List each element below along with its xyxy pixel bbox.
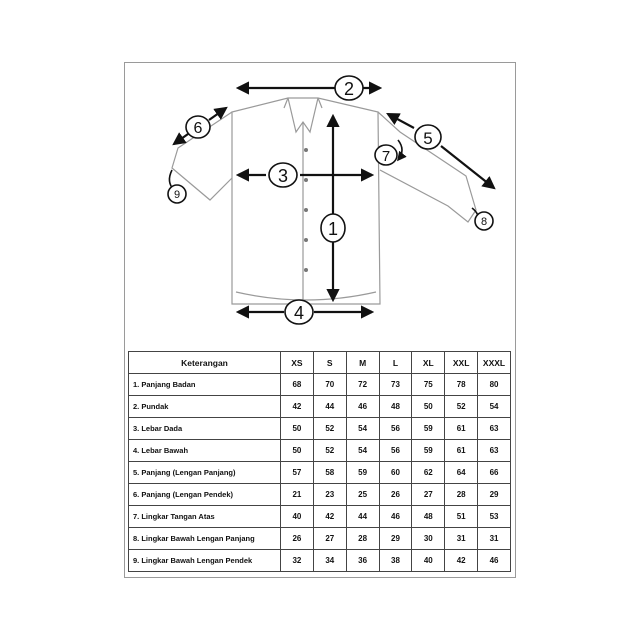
size-value: 34 [313,550,346,572]
size-value: 21 [281,484,314,506]
size-value: 54 [478,396,511,418]
size-value: 29 [379,528,412,550]
size-value: 27 [412,484,445,506]
callout-1: 1 [327,219,339,239]
header-l: L [379,352,412,374]
header-xs: XS [281,352,314,374]
row-label: 1. Panjang Badan [129,374,281,396]
size-value: 60 [379,462,412,484]
size-value: 51 [445,506,478,528]
size-value: 42 [313,506,346,528]
size-value: 63 [478,440,511,462]
size-value: 46 [379,506,412,528]
size-value: 52 [445,396,478,418]
size-value: 31 [478,528,511,550]
size-value: 40 [412,550,445,572]
row-label: 9. Lingkar Bawah Lengan Pendek [129,550,281,572]
size-value: 59 [346,462,379,484]
size-value: 57 [281,462,314,484]
size-value: 58 [313,462,346,484]
size-value: 25 [346,484,379,506]
size-value: 78 [445,374,478,396]
size-value: 42 [445,550,478,572]
size-value: 56 [379,418,412,440]
size-value: 62 [412,462,445,484]
size-value: 52 [313,418,346,440]
header-xl: XL [412,352,445,374]
row-label: 5. Panjang (Lengan Panjang) [129,462,281,484]
size-value: 61 [445,418,478,440]
callout-5: 5 [423,129,433,148]
callout-2: 2 [343,79,355,99]
size-value: 42 [281,396,314,418]
size-value: 48 [379,396,412,418]
callout-6: 6 [193,120,203,137]
size-value: 48 [412,506,445,528]
size-value: 63 [478,418,511,440]
callout-7: 7 [381,148,391,165]
row-label: 3. Lebar Dada [129,418,281,440]
table-row [129,418,511,440]
row-label: 4. Lebar Bawah [129,440,281,462]
header-xxl: XXL [445,352,478,374]
size-value: 29 [478,484,511,506]
size-value: 40 [281,506,314,528]
size-value: 28 [346,528,379,550]
table-row [129,528,511,550]
table-row [129,550,511,572]
size-value: 31 [445,528,478,550]
table-row [129,440,511,462]
row-label: 7. Lingkar Tangan Atas [129,506,281,528]
size-value: 54 [346,440,379,462]
header-s: S [313,352,346,374]
size-value: 26 [281,528,314,550]
size-value: 61 [445,440,478,462]
size-value: 38 [379,550,412,572]
table-row [129,506,511,528]
table-row [129,484,511,506]
size-value: 50 [412,396,445,418]
size-table [128,351,511,572]
size-value: 50 [281,440,314,462]
shirt-buttons [304,148,308,272]
table-row [129,396,511,418]
size-value: 30 [412,528,445,550]
size-value: 59 [412,418,445,440]
size-value: 73 [379,374,412,396]
size-value: 75 [412,374,445,396]
size-value: 66 [478,462,511,484]
size-value: 44 [346,506,379,528]
size-value: 64 [445,462,478,484]
callout-9: 9 [173,189,181,201]
size-value: 80 [478,374,511,396]
size-value: 50 [281,418,314,440]
header-m: M [346,352,379,374]
size-value: 44 [313,396,346,418]
header-xxxl: XXXL [478,352,511,374]
size-value: 68 [281,374,314,396]
table-header-row [129,352,511,374]
size-value: 23 [313,484,346,506]
table-row [129,374,511,396]
row-label: 8. Lingkar Bawah Lengan Panjang [129,528,281,550]
table-row [129,462,511,484]
size-value: 46 [346,396,379,418]
size-value: 32 [281,550,314,572]
callout-8: 8 [480,216,488,228]
size-value: 53 [478,506,511,528]
row-label: 6. Panjang (Lengan Pendek) [129,484,281,506]
size-value: 52 [313,440,346,462]
size-value: 46 [478,550,511,572]
size-value: 70 [313,374,346,396]
row-label: 2. Pundak [129,396,281,418]
size-value: 59 [412,440,445,462]
size-value: 54 [346,418,379,440]
size-value: 56 [379,440,412,462]
callout-4: 4 [293,303,305,323]
size-value: 28 [445,484,478,506]
header-keterangan: Keterangan [129,352,281,374]
size-value: 72 [346,374,379,396]
size-value: 36 [346,550,379,572]
callout-3: 3 [277,166,289,186]
size-value: 26 [379,484,412,506]
callout-labels [174,79,487,323]
size-value: 27 [313,528,346,550]
